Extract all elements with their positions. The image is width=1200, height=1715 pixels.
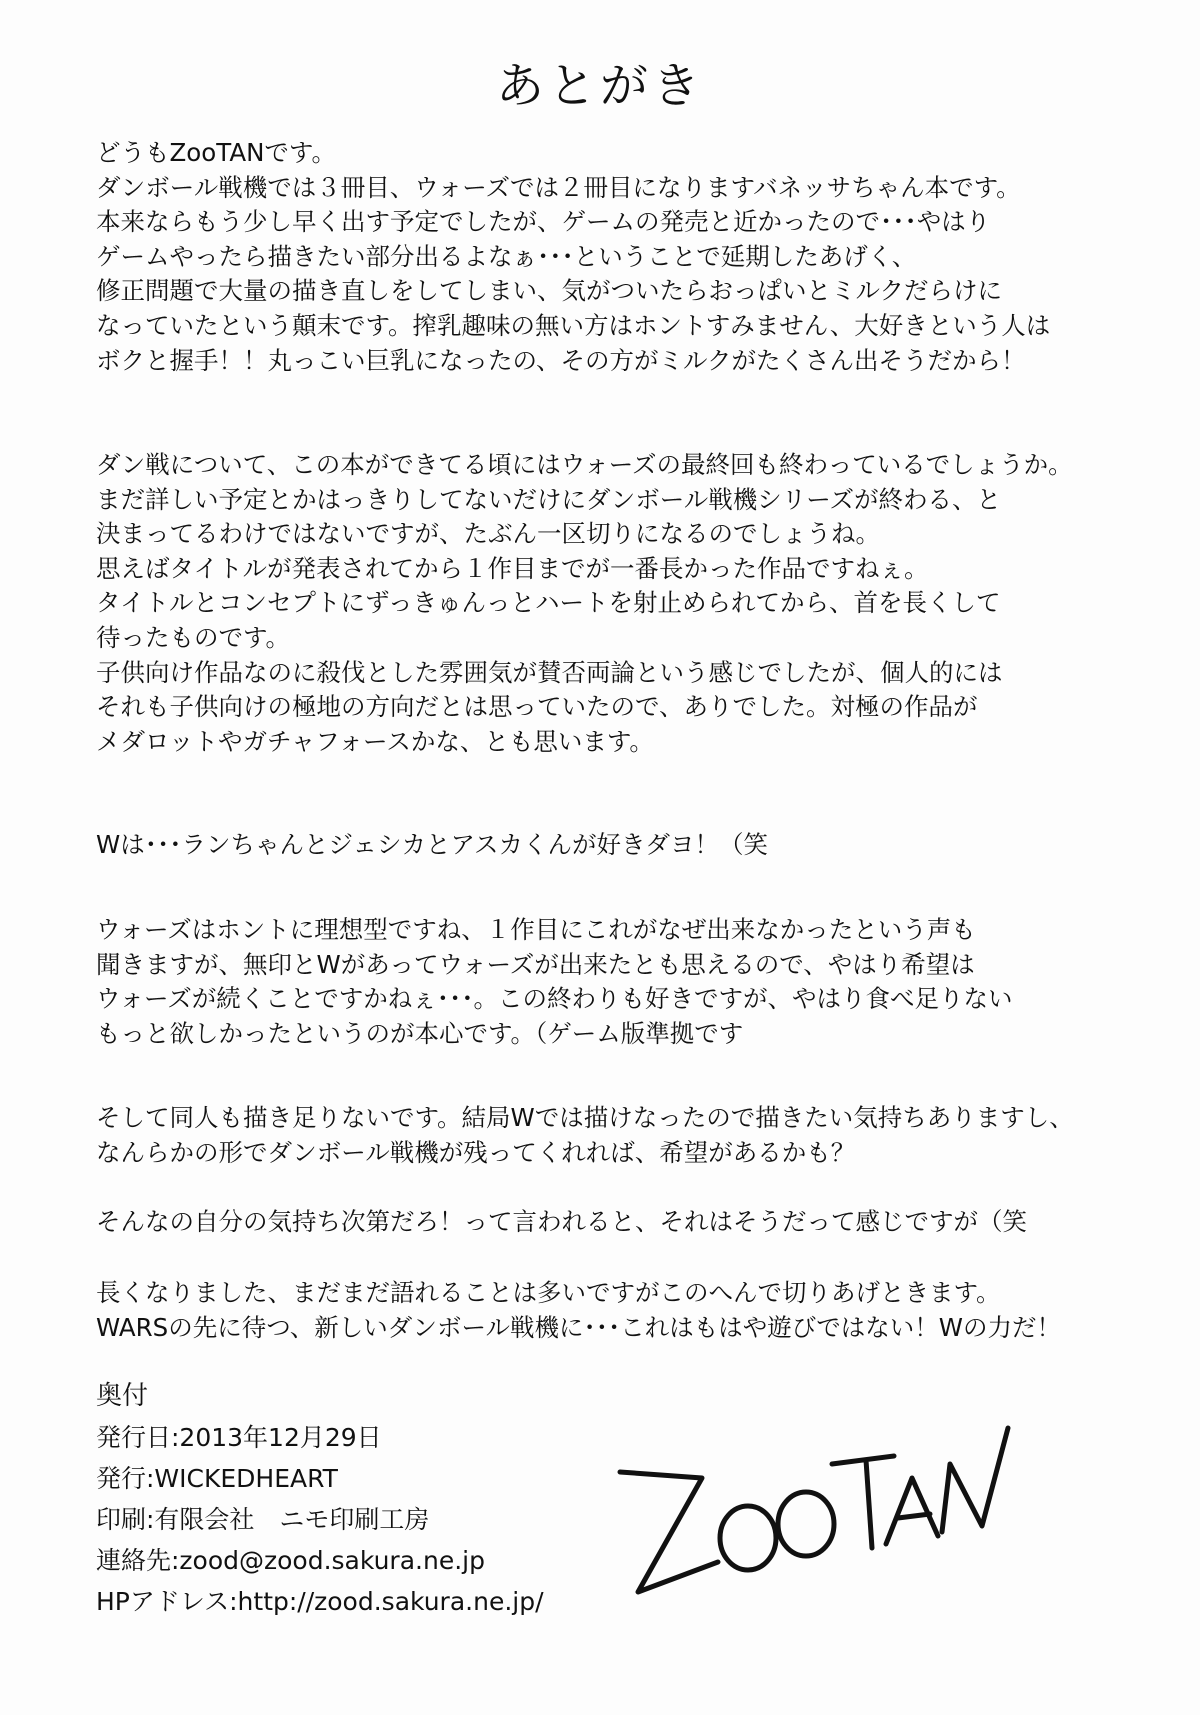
signature <box>610 1420 1030 1610</box>
text-line: ウォーズが続くことですかねぇ･･･。この終わりも好きですが、やはり食べ足りない <box>96 984 1013 1014</box>
text-line: 長くなりました、まだまだ語れることは多いですがこのへんで切りあげときます。 <box>96 1278 1001 1307</box>
text-line: 思えばタイトルが発表されてから１作目までが一番長かった作品ですねぇ。 <box>96 553 929 583</box>
text-line: WARSの先に待つ、新しいダンボール戦機に･･･これはもはや遊びではない！Wの力だ！ <box>96 1312 1061 1342</box>
signature-drawing <box>610 1420 1030 1610</box>
text-line: 本来ならもう少し早く出す予定でしたが、ゲームの発売と近かったので･･･やはり <box>96 207 991 237</box>
text-line: 子供向け作品なのに殺伐とした雰囲気が賛否両論という感じでしたが、個人的には <box>96 657 1003 687</box>
text-line: ウォーズはホントに理想型ですね、１作目にこれがなぜ出来なかったという声も <box>96 915 976 944</box>
text-line: ダンボール戦機では３冊目、ウォーズでは２冊目になりますバネッサちゃん本です。 <box>96 172 1021 202</box>
text-line: 待ったものです。 <box>96 622 291 652</box>
text-line: ゲームやったら描きたい部分出るよなぁ･･･ということで延期したあげく、 <box>96 241 917 271</box>
signature-stroke-o2 <box>778 1492 834 1556</box>
text-line: そんなの自分の気持ち次第だろ！って言われると、それはそうだって感じですが（笑 <box>96 1207 1027 1236</box>
signature-stroke-a <box>886 1478 938 1544</box>
text-line: メダロットやガチャフォースかな、とも思います。 <box>96 726 654 756</box>
colophon-heading: 奥付 <box>96 1381 149 1411</box>
text-line: 修正問題で大量の描き直しをしてしまい、気がついたらおっぱいとミルクだらけに <box>96 276 1003 306</box>
paragraph-series <box>96 448 1116 759</box>
text-line: ボクと握手！！丸っこい巨乳になったの、その方がミルクがたくさん出そうだから！ <box>96 345 1026 375</box>
text-line: まだ詳しい予定とかはっきりしてないだけにダンボール戦機シリーズが終わる、と <box>96 484 1002 514</box>
signature-stroke-z <box>620 1472 718 1592</box>
signature-stroke-o1 <box>720 1506 776 1570</box>
colophon-publisher: 発行:WICKEDHEART <box>96 1464 338 1493</box>
paragraph-closing <box>96 1276 1116 1345</box>
text-line: 聞きますが、無印とWがあってウォーズが出来たとも思えるので、やはり希望は <box>96 949 975 979</box>
text-line: 決まってるわけではないですが、たぶん一区切りになるのでしょうね。 <box>96 519 880 549</box>
paragraph-feelings <box>96 1205 1116 1240</box>
colophon-printer: 印刷:有限会社 ニモ印刷工房 <box>96 1505 430 1534</box>
text-line: Wは･･･ランちゃんとジェシカとアスカくんが好きダヨ！（笑 <box>96 830 769 859</box>
text-line: なんらかの形でダンボール戦機が残ってくれれば、希望があるかも？ <box>96 1137 856 1167</box>
colophon-contact: 連絡先:zood@zood.sakura.ne.jp <box>96 1546 485 1575</box>
text-line: そして同人も描き足りないです。結局Wでは描けなったので描きたい気持ちありますし、 <box>96 1103 1074 1132</box>
paragraph-doujin <box>96 1101 1116 1170</box>
text-line: なっていたという顛末です。搾乳趣味の無い方はホントすみません、大好きという人は <box>96 310 1051 340</box>
text-line: どうもZooTANです。 <box>96 138 336 167</box>
text-line: ダン戦について、この本ができてる頃にはウォーズの最終回も終わっているでしょうか。 <box>96 450 1073 479</box>
signature-stroke-t <box>832 1456 894 1548</box>
colophon-issue-date: 発行日:2013年12月29日 <box>96 1423 382 1452</box>
paragraph-w <box>96 828 1116 863</box>
page-title: あとがき <box>495 58 704 114</box>
text-line: タイトルとコンセプトにずっきゅんっとハートを射止められてから、首を長くして <box>96 588 1001 618</box>
text-line: もっと欲しかったというのが本心です。（ゲーム版準拠です <box>96 1018 744 1048</box>
colophon-homepage: HPアドレス:http://zood.sakura.ne.jp/ <box>96 1587 544 1616</box>
signature-stroke-n <box>942 1428 1008 1532</box>
paragraph-wars <box>96 913 1116 1051</box>
paragraph-greeting <box>96 136 1116 378</box>
text-line: それも子供向けの極地の方向だとは思っていたので、ありでした。対極の作品が <box>96 692 978 722</box>
